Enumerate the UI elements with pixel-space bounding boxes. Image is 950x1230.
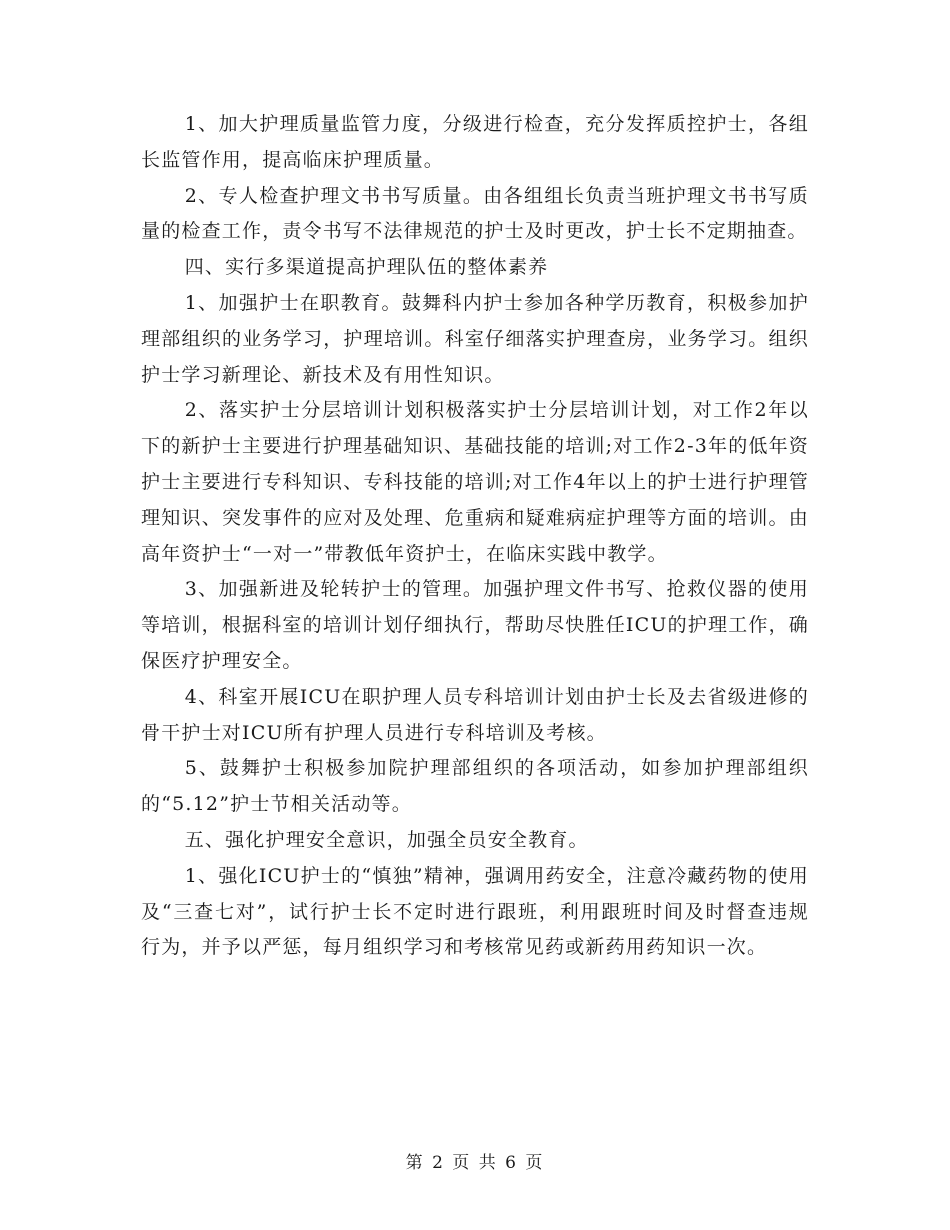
paragraph-icu-specialty-training: 4、科室开展ICU在职护理人员专科培训计划由护士长及去省级进修的骨干护士对ICU所有护理人员进行专科培训及考核。 <box>141 685 809 744</box>
paragraph-medication-safety: 1、强化ICU护士的“慎独”精神，强调用药安全，注意冷藏药物的使用及“三查七对”，试行护士长不定时进行跟班，利用跟班时间及时督查违规行为，并予以严惩，每月组织学习和考核常见药或新药用药知识一次。 <box>141 864 809 959</box>
document-body <box>141 107 809 966</box>
section-heading-safety: 五、强化护理安全意识，加强全员安全教育。 <box>184 828 589 851</box>
paragraph-in-service-education: 1、加强护士在职教育。鼓舞科内护士参加各种学历教育，积极参加护理部组织的业务学习，护理培训。科室仔细落实护理查房，业务学习。组织护士学习新理论、新技术及有用性知识。 <box>141 291 809 386</box>
page-number-footer: 第 2 页 共 6 页 <box>405 1153 545 1173</box>
paragraph-activities: 5、鼓舞护士积极参加院护理部组织的各项活动，如参加护理部组织的“5.12”护士节相关活动等。 <box>141 757 809 816</box>
paragraph-quality-supervision: 1、加大护理质量监管力度，分级进行检查，充分发挥质控护士，各组长监管作用，提高临床护理质量。 <box>141 113 809 171</box>
section-heading-team-quality: 四、实行多渠道提高护理队伍的整体素养 <box>184 256 549 279</box>
paragraph-document-check: 2、专人检查护理文书书写质量。由各组组长负责当班护理文书书写质量的检查工作，责令书写不法律规范的护士及时更改，护士长不定期抽查。 <box>141 184 809 243</box>
paragraph-tiered-training: 2、落实护士分层培训计划积极落实护士分层培训计划，对工作2年以下的新护士主要进行护理基础知识、基础技能的培训;对工作2-3年的低年资护士主要进行专科知识、专科技能的培训;对工作4年以上的护士进行护理管理知识、突发事件的应对及处理、危重病和疑难病症护理等方面的培训。由高年资护士“一对一”带教低年资护士，在临床实践中教学。 <box>141 399 809 565</box>
paragraph-new-nurse-management: 3、加强新进及轮转护士的管理。加强护理文件书写、抢救仪器的使用等培训，根据科室的培训计划仔细执行，帮助尽快胜任ICU的护理工作，确保医疗护理安全。 <box>141 578 809 672</box>
